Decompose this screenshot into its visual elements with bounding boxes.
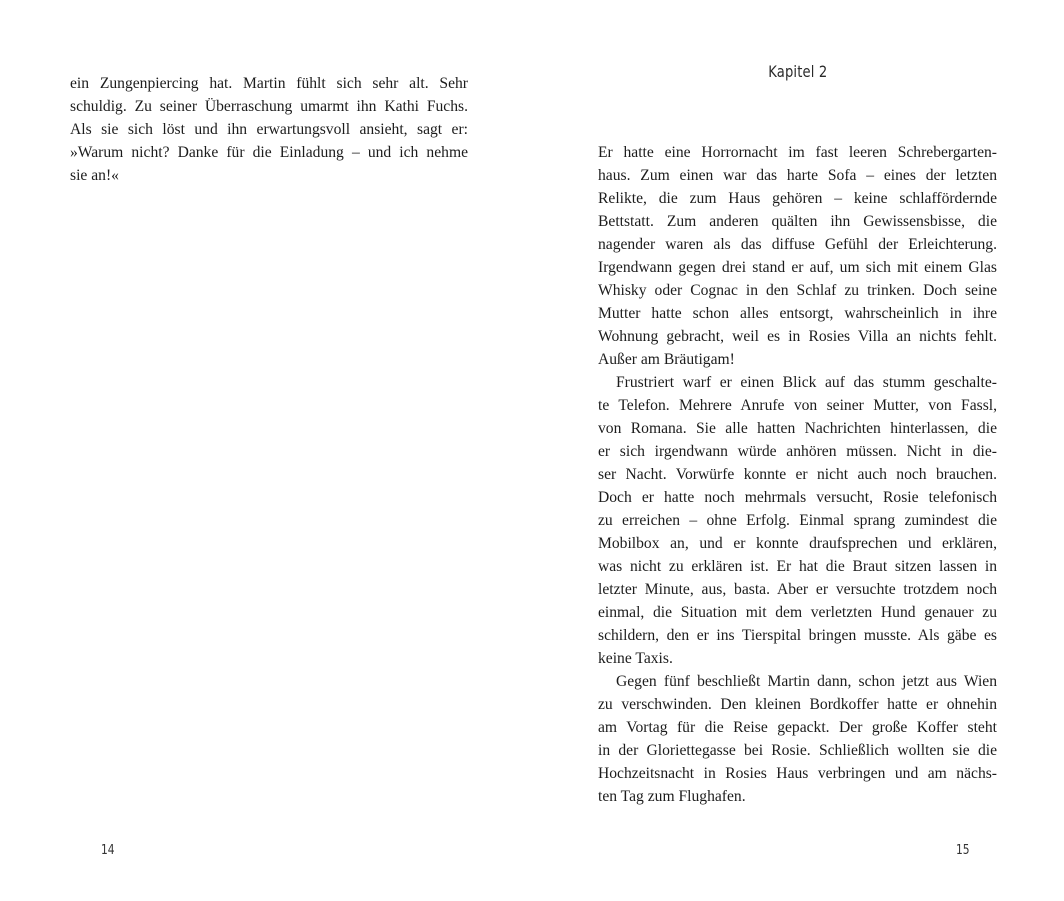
text-line: Er hatte eine Horrornacht im fast leeren Schrebergarten-	[598, 144, 997, 161]
left-page-text	[70, 72, 468, 187]
chapter-title: Kapitel 2	[768, 62, 828, 81]
right-page	[532, 0, 1064, 901]
text-line: Wohnung gebracht, weil es in Rosies Villa an nichts fehlt.	[598, 328, 997, 345]
text-line: was nicht zu erklären ist. Er hat die Braut sitzen lassen in	[598, 558, 997, 575]
text-line: von Romana. Sie alle hatten Nachrichten hinterlassen, die	[598, 420, 997, 437]
text-line: ten Tag zum Flughafen.	[598, 788, 746, 805]
text-line: einmal, die Situation mit dem verletzten Hund genauer zu	[598, 604, 997, 621]
text-line: Außer am Bräutigam!	[598, 351, 735, 368]
text-line: Doch er hatte noch mehrmals versucht, Rosie telefonisch	[598, 489, 997, 506]
text-line: ser Nacht. Vorwürfe konnte er nicht auch noch brauchen.	[598, 466, 997, 483]
text-line: am Vortag für die Reise gepackt. Der große Koffer steht	[598, 719, 997, 736]
text-line: Mobilbox an, und er konnte draufsprechen und erklären,	[598, 535, 997, 552]
right-page-text	[598, 141, 997, 808]
text-line: schuldig. Zu seiner Überraschung umarmt ihn Kathi Fuchs.	[70, 98, 468, 115]
text-line: Relikte, die zum Haus gehören – keine schlaffördernde	[598, 190, 997, 207]
text-line: Whisky oder Cognac in den Schlaf zu trinken. Doch seine	[598, 282, 997, 299]
text-line: er sich irgendwann würde anhören müssen. Nicht in die-	[598, 443, 997, 460]
text-line: »Warum nicht? Danke für die Einladung – und ich nehme	[70, 144, 468, 161]
text-line: Irgendwann gegen drei stand er auf, um sich mit einem Glas	[598, 259, 997, 276]
text-line: haus. Zum einen war das harte Sofa – eines der letzten	[598, 167, 997, 184]
text-line: Mutter hatte schon alles entsorgt, wahrscheinlich in ihre	[598, 305, 997, 322]
page-number-right: 15	[956, 843, 970, 858]
text-line: zu verschwinden. Den kleinen Bordkoffer hatte er ohnehin	[598, 696, 997, 713]
page-number-left: 14	[101, 843, 115, 858]
text-line: Gegen fünf beschließt Martin dann, schon jetzt aus Wien	[616, 673, 997, 690]
text-line: ein Zungenpiercing hat. Martin fühlt sich sehr alt. Sehr	[70, 75, 468, 92]
text-line: zu erreichen – ohne Erfolg. Einmal sprang zumindest die	[598, 512, 997, 529]
text-line: Frustriert warf er einen Blick auf das stumm geschalte-	[616, 374, 997, 391]
text-line: schildern, den er ins Tierspital bringen musste. Als gäbe es	[598, 627, 997, 644]
text-line: in der Gloriettegasse bei Rosie. Schließlich wollten sie die	[598, 742, 997, 759]
text-line: sie an!«	[70, 167, 119, 184]
text-line: Als sie sich löst und ihn erwartungsvoll ansieht, sagt er:	[70, 121, 468, 138]
text-line: te Telefon. Mehrere Anrufe von seiner Mutter, von Fassl,	[598, 397, 997, 414]
text-line: Hochzeitsnacht in Rosies Haus verbringen und am nächs-	[598, 765, 997, 782]
text-line: nagender waren als das diffuse Gefühl der Erleichterung.	[598, 236, 997, 253]
text-line: letzter Minute, aus, basta. Aber er versuchte trotzdem noch	[598, 581, 997, 598]
text-line: keine Taxis.	[598, 650, 673, 667]
text-line: Bettstatt. Zum anderen quälten ihn Gewissensbisse, die	[598, 213, 997, 230]
